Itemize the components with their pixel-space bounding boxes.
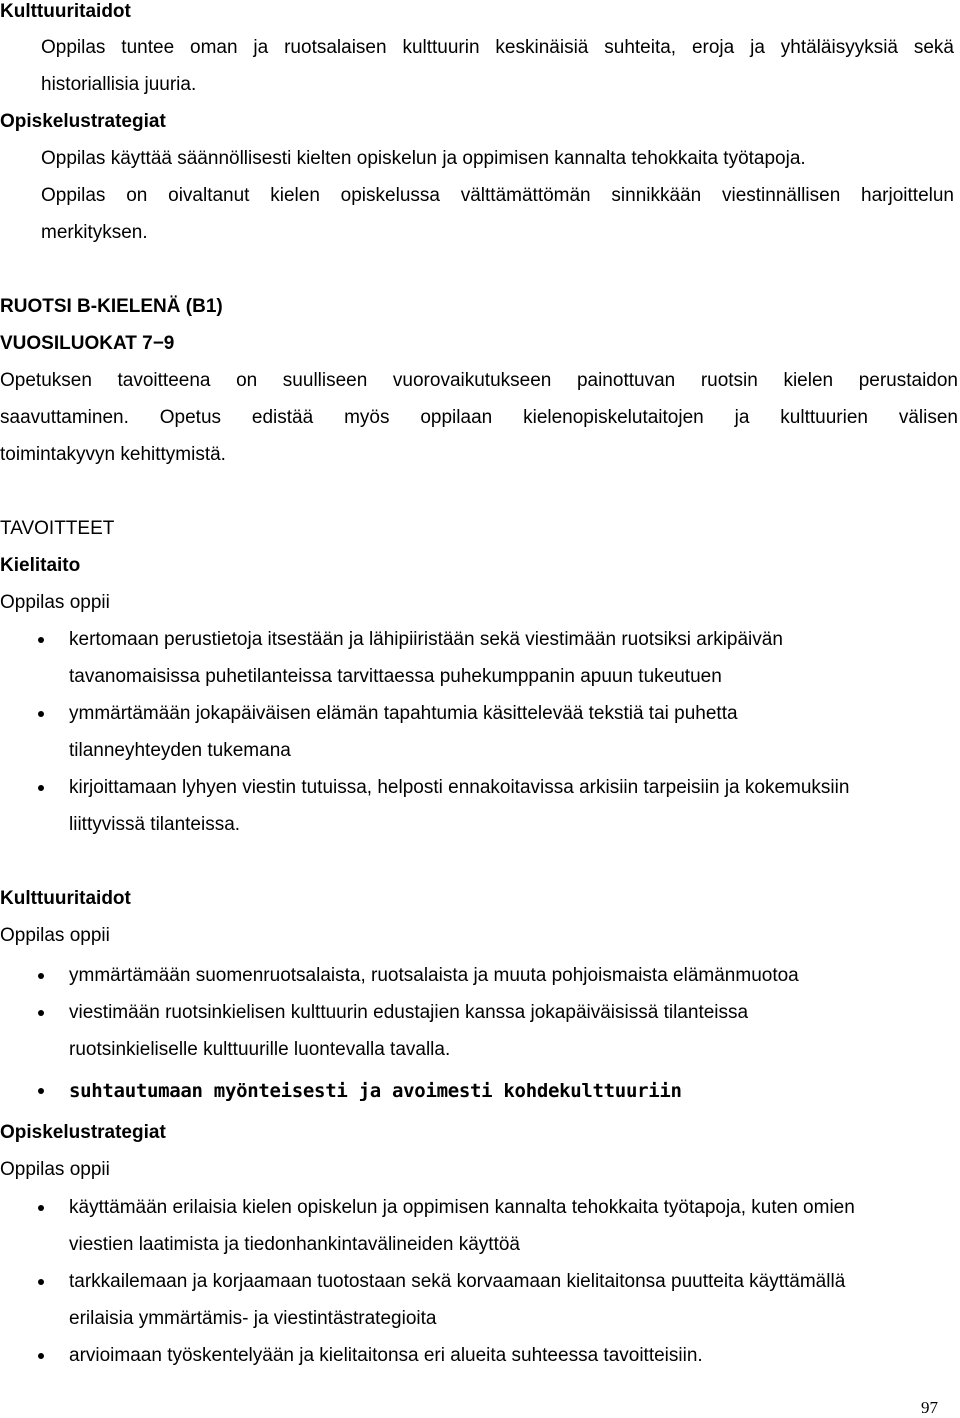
goals-heading: TAVOITTEET [0,518,115,539]
intro-text-line-1: Opetuksen tavoitteena on suulliseen vuorovaikutukseen painottuvan ruotsin kielen perustaidon [0,370,958,391]
bullet-icon [38,1353,44,1359]
page-number: 97 [921,1398,938,1417]
bullet-icon [38,1205,44,1211]
culture-goals-lead: Oppilas oppii [0,925,110,946]
bullet-icon [38,637,44,643]
list-item-text: ruotsinkieliselle kulttuurille luontevalla tavalla. [69,1039,451,1060]
bullet-icon [38,1279,44,1285]
bullet-icon [38,1088,44,1094]
list-item-text: viestimään ruotsinkielisen kulttuurin edustajien kanssa jokapäiväisissä tilanteissa [69,1002,749,1023]
culture-skills-heading: Kulttuuritaidot [0,1,131,22]
list-item-text: ymmärtämään suomenruotsalaista, ruotsalaista ja muuta pohjoismaista elämänmuotoa [69,965,799,986]
study-strategies-text-line-2: Oppilas on oivaltanut kielen opiskelussa välttämättömän sinnikkään viestinnällisen harjoittelun [41,185,954,206]
bullet-icon [38,973,44,979]
list-item-text: kirjoittamaan lyhyen viestin tutuissa, helposti ennakoitavissa arkisiin tarpeisiin ja kokemuksiin [69,777,850,798]
list-item-text: liittyvissä tilanteissa. [69,814,241,835]
bullet-icon [38,1010,44,1016]
list-item-text: käyttämään erilaisia kielen opiskelun ja oppimisen kannalta tehokkaita työtapoja, kuten omien [69,1197,855,1218]
list-item-text: kertomaan perustietoja itsestään ja lähipiiristään sekä viestimään ruotsiksi arkipäivän [69,629,783,650]
list-item-text: erilaisia ymmärtämis- ja viestintästrategioita [69,1308,437,1329]
intro-text-line-2: saavuttaminen. Opetus edistää myös oppilaan kielenopiskelutaitojen ja kulttuurien välisen [0,407,958,428]
strategy-goals-lead: Oppilas oppii [0,1159,110,1180]
culture-skills-text-line-2: historiallisia juuria. [41,74,197,95]
study-strategies-heading: Opiskelustrategiat [0,111,166,132]
bullet-icon [38,785,44,791]
language-skills-heading: Kielitaito [0,555,81,576]
language-skills-lead: Oppilas oppii [0,592,110,613]
list-item-text: tavanomaisissa puhetilanteissa tarvittaessa puhekumppanin apuun tukeutuen [69,666,722,687]
culture-goals-heading: Kulttuuritaidot [0,888,131,909]
intro-text-line-3: toimintakyvyn kehittymistä. [0,444,226,465]
grade-levels-heading: VUOSILUOKAT 7−9 [0,333,175,354]
section-title: RUOTSI B-KIELENÄ (B1) [0,296,223,317]
list-item-text: viestien laatimista ja tiedonhankintavälineiden käyttöä [69,1234,520,1255]
culture-skills-text-line-1: Oppilas tuntee oman ja ruotsalaisen kulttuurin keskinäisiä suhteita, eroja ja yhtäläisyyksiä sekä [41,37,954,58]
list-item-text: ymmärtämään jokapäiväisen elämän tapahtumia käsittelevää tekstiä tai puhetta [69,703,738,724]
list-item-text: tilanneyhteyden tukemana [69,740,291,761]
study-strategies-text-line-1: Oppilas käyttää säännöllisesti kielten opiskelun ja oppimisen kannalta tehokkaita työtapoja. [41,148,806,169]
list-item-text: tarkkailemaan ja korjaamaan tuotostaan sekä korvaamaan kielitaitonsa puutteita käyttämällä [69,1271,846,1292]
bullet-icon [38,711,44,717]
study-strategies-text-line-3: merkityksen. [41,222,148,243]
strategy-goals-heading: Opiskelustrategiat [0,1122,166,1143]
list-item-text: suhtautumaan myönteisesti ja avoimesti kohdekulttuuriin [69,1080,682,1102]
list-item-text: arvioimaan työskentelyään ja kielitaitonsa eri alueita suhteessa tavoitteisiin. [69,1345,703,1366]
